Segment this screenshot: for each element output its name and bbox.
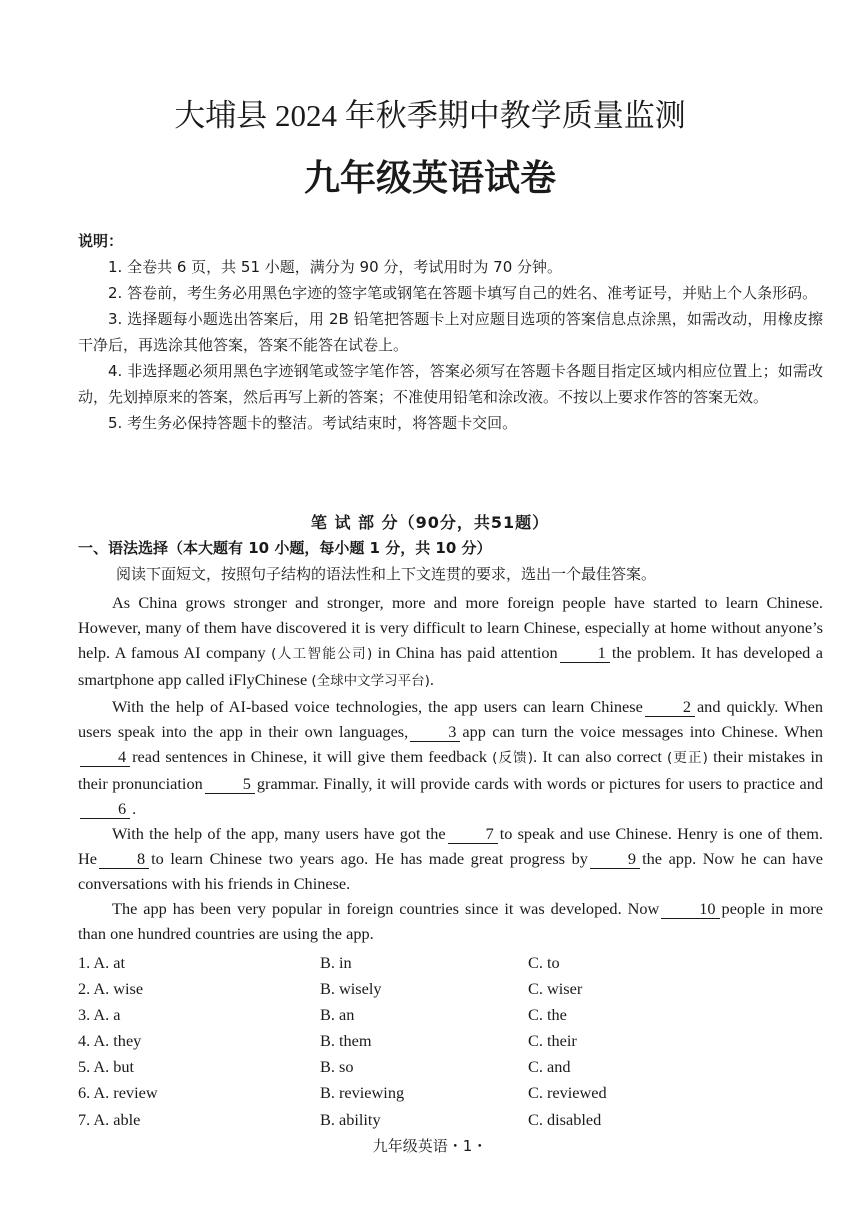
option-row [78,976,823,1002]
blank-7: 7 [448,825,498,844]
passage-text: . [429,670,434,689]
passage-text: the problem. It has developed a smartphone app called iFlyChinese [78,643,823,689]
option-a: 1. A. at [78,953,126,972]
option-b: B. an [320,1005,355,1025]
passage-text: With the help of the app, many users have got the [112,824,446,843]
blank-8: 8 [99,850,149,869]
option-c: C. the [528,1005,567,1025]
passage-text: The app has been very popular in foreign countries since it was developed. Now [112,899,660,918]
passage-paragraph-4 [78,896,823,946]
option-b: B. reviewing [320,1083,405,1103]
option-a: 6. A. review [78,1083,158,1103]
passage-text: app can turn the voice messages into Chinese. When [462,722,824,741]
passage-gloss: (全球中文学习平台) [311,673,430,689]
instruction-item-1: 1. 全卷共 6 页，共 51 小题，满分为 90 分，考试用时为 70 分钟。 [108,258,563,276]
instructions-heading: 说明： [78,232,124,250]
page-footer: 九年级英语・1・ [372,1137,488,1155]
reading-passage [78,590,823,946]
passage-paragraph-1 [78,590,823,694]
blank-6: 6 [80,800,130,819]
instruction-item-5: 5. 考生务必保持答题卡的整洁。考试结束时，将答题卡交回。 [108,414,518,432]
passage-gloss: (更正) [667,750,708,766]
passage-text: their mistakes in their pronunciation [78,747,824,793]
blank-5: 5 [205,775,255,794]
passage-text: . [132,799,137,818]
option-a: 5. A. but [78,1057,135,1077]
option-a: 3. A. a [78,1005,121,1025]
option-b: B. so [320,1057,354,1077]
passage-paragraph-2 [78,694,823,821]
instruction-item-4: 4. 非选择题必须用黑色字迹钢笔或签字笔作答，答案必须写在答题卡各题目指定区域内相应位置上；如需改动，先划掉原来的答案，然后再写上新的答案；不准使用铅笔和涂改液。不按以上要求作答的答案无效。 [78,362,823,406]
option-row [78,1107,823,1133]
option-c: C. reviewed [528,1083,607,1103]
option-a: 2. A. wise [78,979,144,999]
passage-text: and quickly. When users speak into the app in their own languages, [78,697,823,741]
passage-text: read sentences in Chinese, it will give them feedback [132,747,493,766]
passage-gloss: (人工智能公司) [271,646,373,662]
passage-text: in China has paid attention [372,643,558,662]
passage-text: to speak and use Chinese. Henry is one of them. He [78,824,824,868]
exam-title: 大埔县 2024 年秋季期中教学质量监测 [174,98,686,133]
part1-title: 一、语法选择（本大题有 10 小题，每小题 1 分，共 10 分） [78,539,492,557]
instruction-item-3: 3. 选择题每小题选出答案后，用 2B 铅笔把答题卡上对应题目选项的答案信息点涂黑，如需改动，用橡皮擦干净后，再选涂其他答案，答案不能答在试卷上。 [78,310,823,354]
instruction-item-2: 2. 答卷前，考生务必用黑色字迹的签字笔或钢笔在答题卡填写自己的姓名、准考证号，并贴上个人条形码。 [108,284,818,302]
passage-gloss: (反馈) [492,750,534,766]
passage-text: As China grows stronger and stronger, more and more foreign people have started to learn Chinese. However, many of them have discovered it is very difficult to learn Chinese, especially at home without anyone’s help. A famous AI company [78,593,823,662]
passage-text: grammar. Finally, it will provide cards with words or pictures for users to practice and [256,774,823,793]
passage-paragraph-3 [78,821,823,896]
option-row [78,1002,823,1028]
blank-9: 9 [590,850,640,869]
option-c: C. disabled [528,1109,602,1129]
option-a: 7. A. able [78,1109,141,1129]
option-b: B. in [320,953,352,972]
option-c: C. wiser [528,979,583,999]
option-row [78,950,823,976]
passage-text: the app. Now he can have conversations with his friends in Chinese. [78,849,823,893]
section-title: 笔 试 部 分（90分，共51题） [310,513,550,532]
option-row [78,1054,823,1080]
blank-2: 2 [645,698,695,717]
blank-1: 1 [560,644,610,663]
option-c: C. and [528,1057,571,1077]
option-b: B. them [320,1031,372,1051]
instructions-block [78,228,823,436]
blank-3: 3 [410,723,460,742]
passage-text: people in more than one hundred countries are using the app. [78,899,823,943]
exam-subtitle: 九年级英语试卷 [303,157,556,199]
answer-options [78,950,823,1133]
part1-instruction: 阅读下面短文，按照句子结构的语法性和上下文连贯的要求，选出一个最佳答案。 [116,565,657,583]
blank-10: 10 [661,900,719,919]
passage-text: With the help of AI-based voice technologies, the app users can learn Chinese [112,697,643,716]
option-a: 4. A. they [78,1031,142,1051]
option-b: B. wisely [320,979,382,999]
passage-text: to learn Chinese two years ago. He has made great progress by [151,849,588,868]
option-row [78,1028,823,1054]
passage-text: . It can also correct [533,747,668,766]
option-c: C. their [528,1031,577,1051]
option-c: C. to [528,953,560,972]
option-row [78,1080,823,1106]
blank-4: 4 [80,748,130,767]
option-b: B. ability [320,1109,381,1129]
